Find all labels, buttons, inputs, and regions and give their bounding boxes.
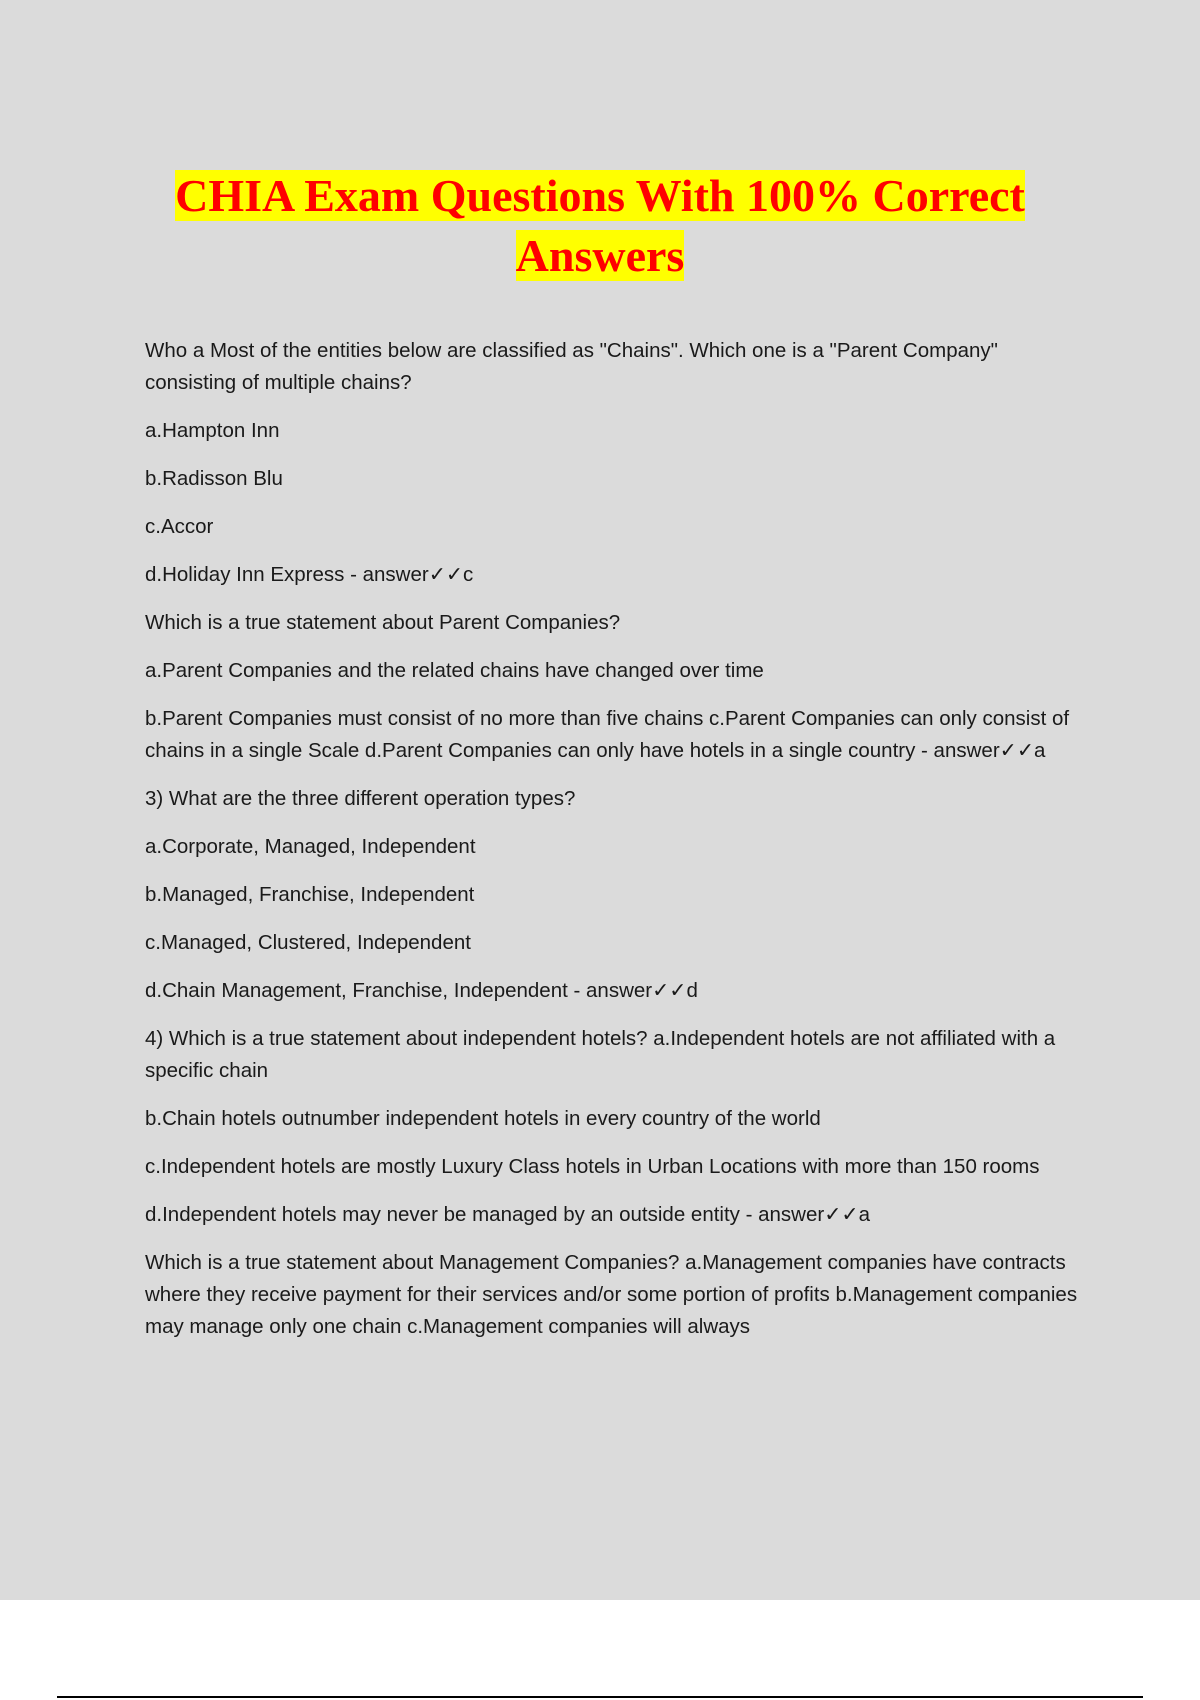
footer-divider bbox=[57, 1696, 1143, 1698]
question-1-option-b: b.Radisson Blu bbox=[145, 467, 283, 490]
title-line-2: Answers bbox=[515, 230, 685, 281]
question-2-options-answer: b.Parent Companies must consist of no more than five chains c.Parent Companies can only consist of chains in a single Scale d.Parent Companies can only have hotels in a single country - answer✓✓a bbox=[145, 707, 1070, 762]
document-body bbox=[145, 335, 1085, 1359]
question-4-option-b: b.Chain hotels outnumber independent hotels in every country of the world bbox=[145, 1107, 821, 1130]
question-5-text: Which is a true statement about Management Companies? a.Management companies have contracts where they receive payment for their services and/or some portion of profits b.Management companies may manage only one chain c.Management companies will always bbox=[145, 1251, 1078, 1338]
document-title bbox=[120, 166, 1080, 286]
question-4-text: 4) Which is a true statement about independent hotels? a.Independent hotels are not affiliated with a specific chain bbox=[145, 1027, 1056, 1082]
question-2-text: Which is a true statement about Parent Companies? bbox=[145, 611, 621, 634]
question-3-option-d-answer: d.Chain Management, Franchise, Independent - answer✓✓d bbox=[145, 979, 698, 1002]
question-1-option-c: c.Accor bbox=[145, 515, 214, 538]
question-1-option-a: a.Hampton Inn bbox=[145, 419, 280, 442]
question-1-text: Who a Most of the entities below are classified as "Chains". Which one is a "Parent Company" consisting of multiple chains? bbox=[145, 339, 998, 394]
question-3-option-a: a.Corporate, Managed, Independent bbox=[145, 835, 476, 858]
question-4-option-c: c.Independent hotels are mostly Luxury Class hotels in Urban Locations with more than 150 rooms bbox=[145, 1155, 1040, 1178]
question-3-text: 3) What are the three different operation types? bbox=[145, 787, 576, 810]
question-3-option-c: c.Managed, Clustered, Independent bbox=[145, 931, 471, 954]
question-4-option-d-answer: d.Independent hotels may never be managed by an outside entity - answer✓✓a bbox=[145, 1203, 870, 1226]
question-1-option-d-answer: d.Holiday Inn Express - answer✓✓c bbox=[145, 563, 474, 586]
title-line-1: CHIA Exam Questions With 100% Correct bbox=[175, 170, 1025, 221]
question-3-option-b: b.Managed, Franchise, Independent bbox=[145, 883, 475, 906]
question-2-option-a: a.Parent Companies and the related chains have changed over time bbox=[145, 659, 764, 682]
